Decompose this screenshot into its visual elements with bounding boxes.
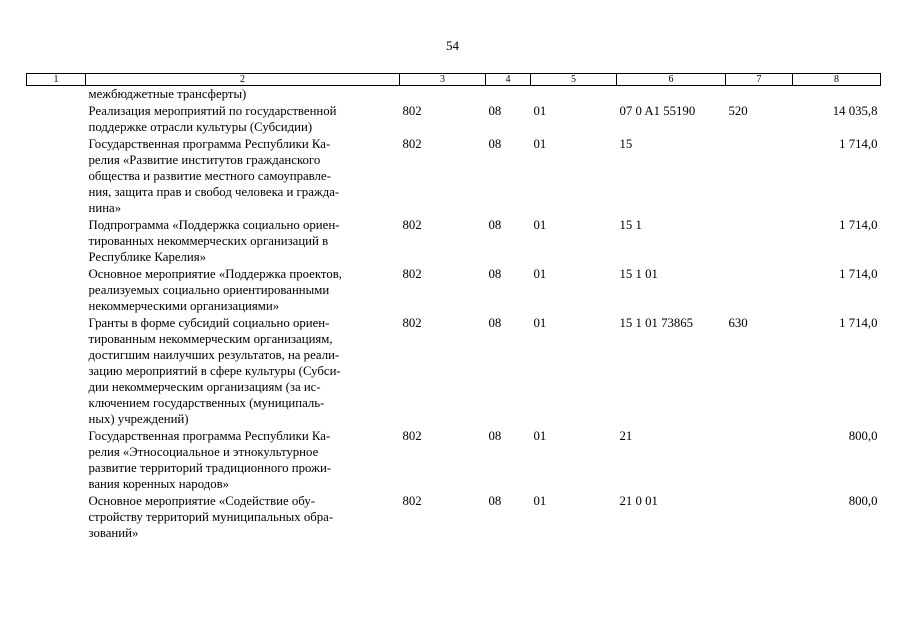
cell-c3: 802 bbox=[402, 104, 422, 118]
name-line: реализуемых социально ориентированными bbox=[88, 283, 330, 297]
cell-name bbox=[86, 86, 400, 104]
cell-c7 bbox=[726, 428, 793, 493]
header-col-3: 3 bbox=[400, 74, 486, 86]
cell-c6 bbox=[617, 86, 726, 104]
cell-col-1 bbox=[27, 86, 86, 104]
name-line: зацию мероприятий в сфере культуры (Субси- bbox=[88, 364, 341, 378]
table-row bbox=[27, 217, 881, 266]
cell-col-1 bbox=[27, 493, 86, 542]
cell-name bbox=[86, 136, 400, 217]
cell-name bbox=[86, 315, 400, 428]
cell-c4: 08 bbox=[488, 104, 502, 118]
name-line: вания коренных народов» bbox=[88, 477, 230, 491]
table-row bbox=[27, 493, 881, 542]
table-row bbox=[27, 315, 881, 428]
cell-name bbox=[86, 217, 400, 266]
cell-c4: 08 bbox=[488, 267, 502, 281]
header-row bbox=[27, 74, 881, 86]
name-line: релия «Этносоциальное и этнокультурное bbox=[88, 445, 319, 459]
cell-c6: 15 1 01 73865 bbox=[619, 316, 694, 330]
cell-c4: 08 bbox=[488, 429, 502, 443]
cell-c6: 15 1 01 bbox=[619, 267, 658, 281]
name-line: дии некоммерческим организациям (за ис- bbox=[88, 380, 321, 394]
name-line: ных) учреждений) bbox=[88, 412, 189, 426]
cell-c8: 800,0 bbox=[848, 494, 878, 508]
cell-c6: 07 0 A1 55190 bbox=[619, 104, 696, 118]
name-line: нина» bbox=[88, 201, 122, 215]
name-line: Государственная программа Республики Ка- bbox=[88, 429, 331, 443]
cell-c5: 01 bbox=[533, 316, 547, 330]
name-line: межбюджетные трансферты) bbox=[88, 87, 247, 101]
cell-name bbox=[86, 103, 400, 136]
name-line: Основное мероприятие «Поддержка проектов, bbox=[88, 267, 342, 281]
cell-name bbox=[86, 266, 400, 315]
cell-c8: 1 714,0 bbox=[839, 267, 878, 281]
cell-c3: 802 bbox=[402, 429, 422, 443]
header-col-8: 8 bbox=[793, 74, 881, 86]
cell-c7 bbox=[726, 86, 793, 104]
cell-c5: 01 bbox=[533, 267, 547, 281]
name-line: Подпрограмма «Поддержка социально ориен- bbox=[88, 218, 340, 232]
header-col-7: 7 bbox=[726, 74, 793, 86]
cell-c6: 21 0 01 bbox=[619, 494, 658, 508]
cell-c5 bbox=[531, 86, 617, 104]
cell-name bbox=[86, 493, 400, 542]
cell-col-1 bbox=[27, 266, 86, 315]
name-line: тированным некоммерческим организациям, bbox=[88, 332, 333, 346]
cell-c3: 802 bbox=[402, 267, 422, 281]
table-row bbox=[27, 136, 881, 217]
cell-col-1 bbox=[27, 217, 86, 266]
cell-c3: 802 bbox=[402, 137, 422, 151]
cell-c8: 14 035,8 bbox=[832, 104, 878, 118]
cell-c7: 630 bbox=[728, 316, 748, 330]
cell-c6: 15 bbox=[619, 137, 633, 151]
name-line: достигшим наилучших результатов, на реали- bbox=[88, 348, 340, 362]
name-line: ключением государственных (муниципаль- bbox=[88, 396, 325, 410]
cell-c8: 1 714,0 bbox=[839, 137, 878, 151]
name-line: Республике Карелия» bbox=[88, 250, 207, 264]
budget-table bbox=[26, 73, 881, 542]
cell-c7: 520 bbox=[728, 104, 748, 118]
cell-c7 bbox=[726, 266, 793, 315]
cell-c3: 802 bbox=[402, 218, 422, 232]
cell-c5: 01 bbox=[533, 104, 547, 118]
name-line: поддержке отрасли культуры (Субсидии) bbox=[88, 120, 313, 134]
cell-col-1 bbox=[27, 428, 86, 493]
name-line: Гранты в форме субсидий социально ориен- bbox=[88, 316, 330, 330]
name-line: ния, защита прав и свобод человека и гражда- bbox=[88, 185, 340, 199]
cell-col-1 bbox=[27, 103, 86, 136]
name-line: релия «Развитие институтов гражданского bbox=[88, 153, 321, 167]
name-line: тированных некоммерческих организаций в bbox=[88, 234, 329, 248]
name-line: стройству территорий муниципальных обра- bbox=[88, 510, 334, 524]
cell-c7 bbox=[726, 217, 793, 266]
name-line: зований» bbox=[88, 526, 139, 540]
name-line: Основное мероприятие «Содействие обу- bbox=[88, 494, 315, 508]
table-row bbox=[27, 266, 881, 315]
cell-c7 bbox=[726, 493, 793, 542]
cell-c8: 1 714,0 bbox=[839, 316, 878, 330]
name-line: Государственная программа Республики Ка- bbox=[88, 137, 331, 151]
cell-c7 bbox=[726, 136, 793, 217]
name-line: развитие территорий традиционного прожи- bbox=[88, 461, 332, 475]
page-number: 54 bbox=[446, 38, 459, 53]
cell-c5: 01 bbox=[533, 137, 547, 151]
cell-c5: 01 bbox=[533, 494, 547, 508]
cell-c6: 15 1 bbox=[619, 218, 642, 232]
cell-col-1 bbox=[27, 315, 86, 428]
cell-c8 bbox=[793, 86, 881, 104]
cell-c3 bbox=[400, 86, 486, 104]
name-line: некоммерческими организациями» bbox=[88, 299, 280, 313]
table-row bbox=[27, 428, 881, 493]
cell-c5: 01 bbox=[533, 429, 547, 443]
cell-col-1 bbox=[27, 136, 86, 217]
header-col-1: 1 bbox=[27, 74, 86, 86]
name-line: Реализация мероприятий по государственной bbox=[88, 104, 337, 118]
cell-c8: 800,0 bbox=[848, 429, 878, 443]
header-col-5: 5 bbox=[531, 74, 617, 86]
cell-c4 bbox=[486, 86, 531, 104]
cell-c3: 802 bbox=[402, 494, 422, 508]
cell-c5: 01 bbox=[533, 218, 547, 232]
cell-c4: 08 bbox=[488, 137, 502, 151]
cell-c4: 08 bbox=[488, 494, 502, 508]
table-row bbox=[27, 103, 881, 136]
table-row bbox=[27, 86, 881, 104]
cell-c8: 1 714,0 bbox=[839, 218, 878, 232]
table-body bbox=[27, 86, 881, 543]
cell-c4: 08 bbox=[488, 316, 502, 330]
cell-c4: 08 bbox=[488, 218, 502, 232]
header-col-6: 6 bbox=[617, 74, 726, 86]
cell-c3: 802 bbox=[402, 316, 422, 330]
header-col-4: 4 bbox=[486, 74, 531, 86]
name-line: общества и развитие местного самоуправле- bbox=[88, 169, 331, 183]
cell-c6: 21 bbox=[619, 429, 633, 443]
header-col-2: 2 bbox=[86, 74, 400, 86]
cell-name bbox=[86, 428, 400, 493]
